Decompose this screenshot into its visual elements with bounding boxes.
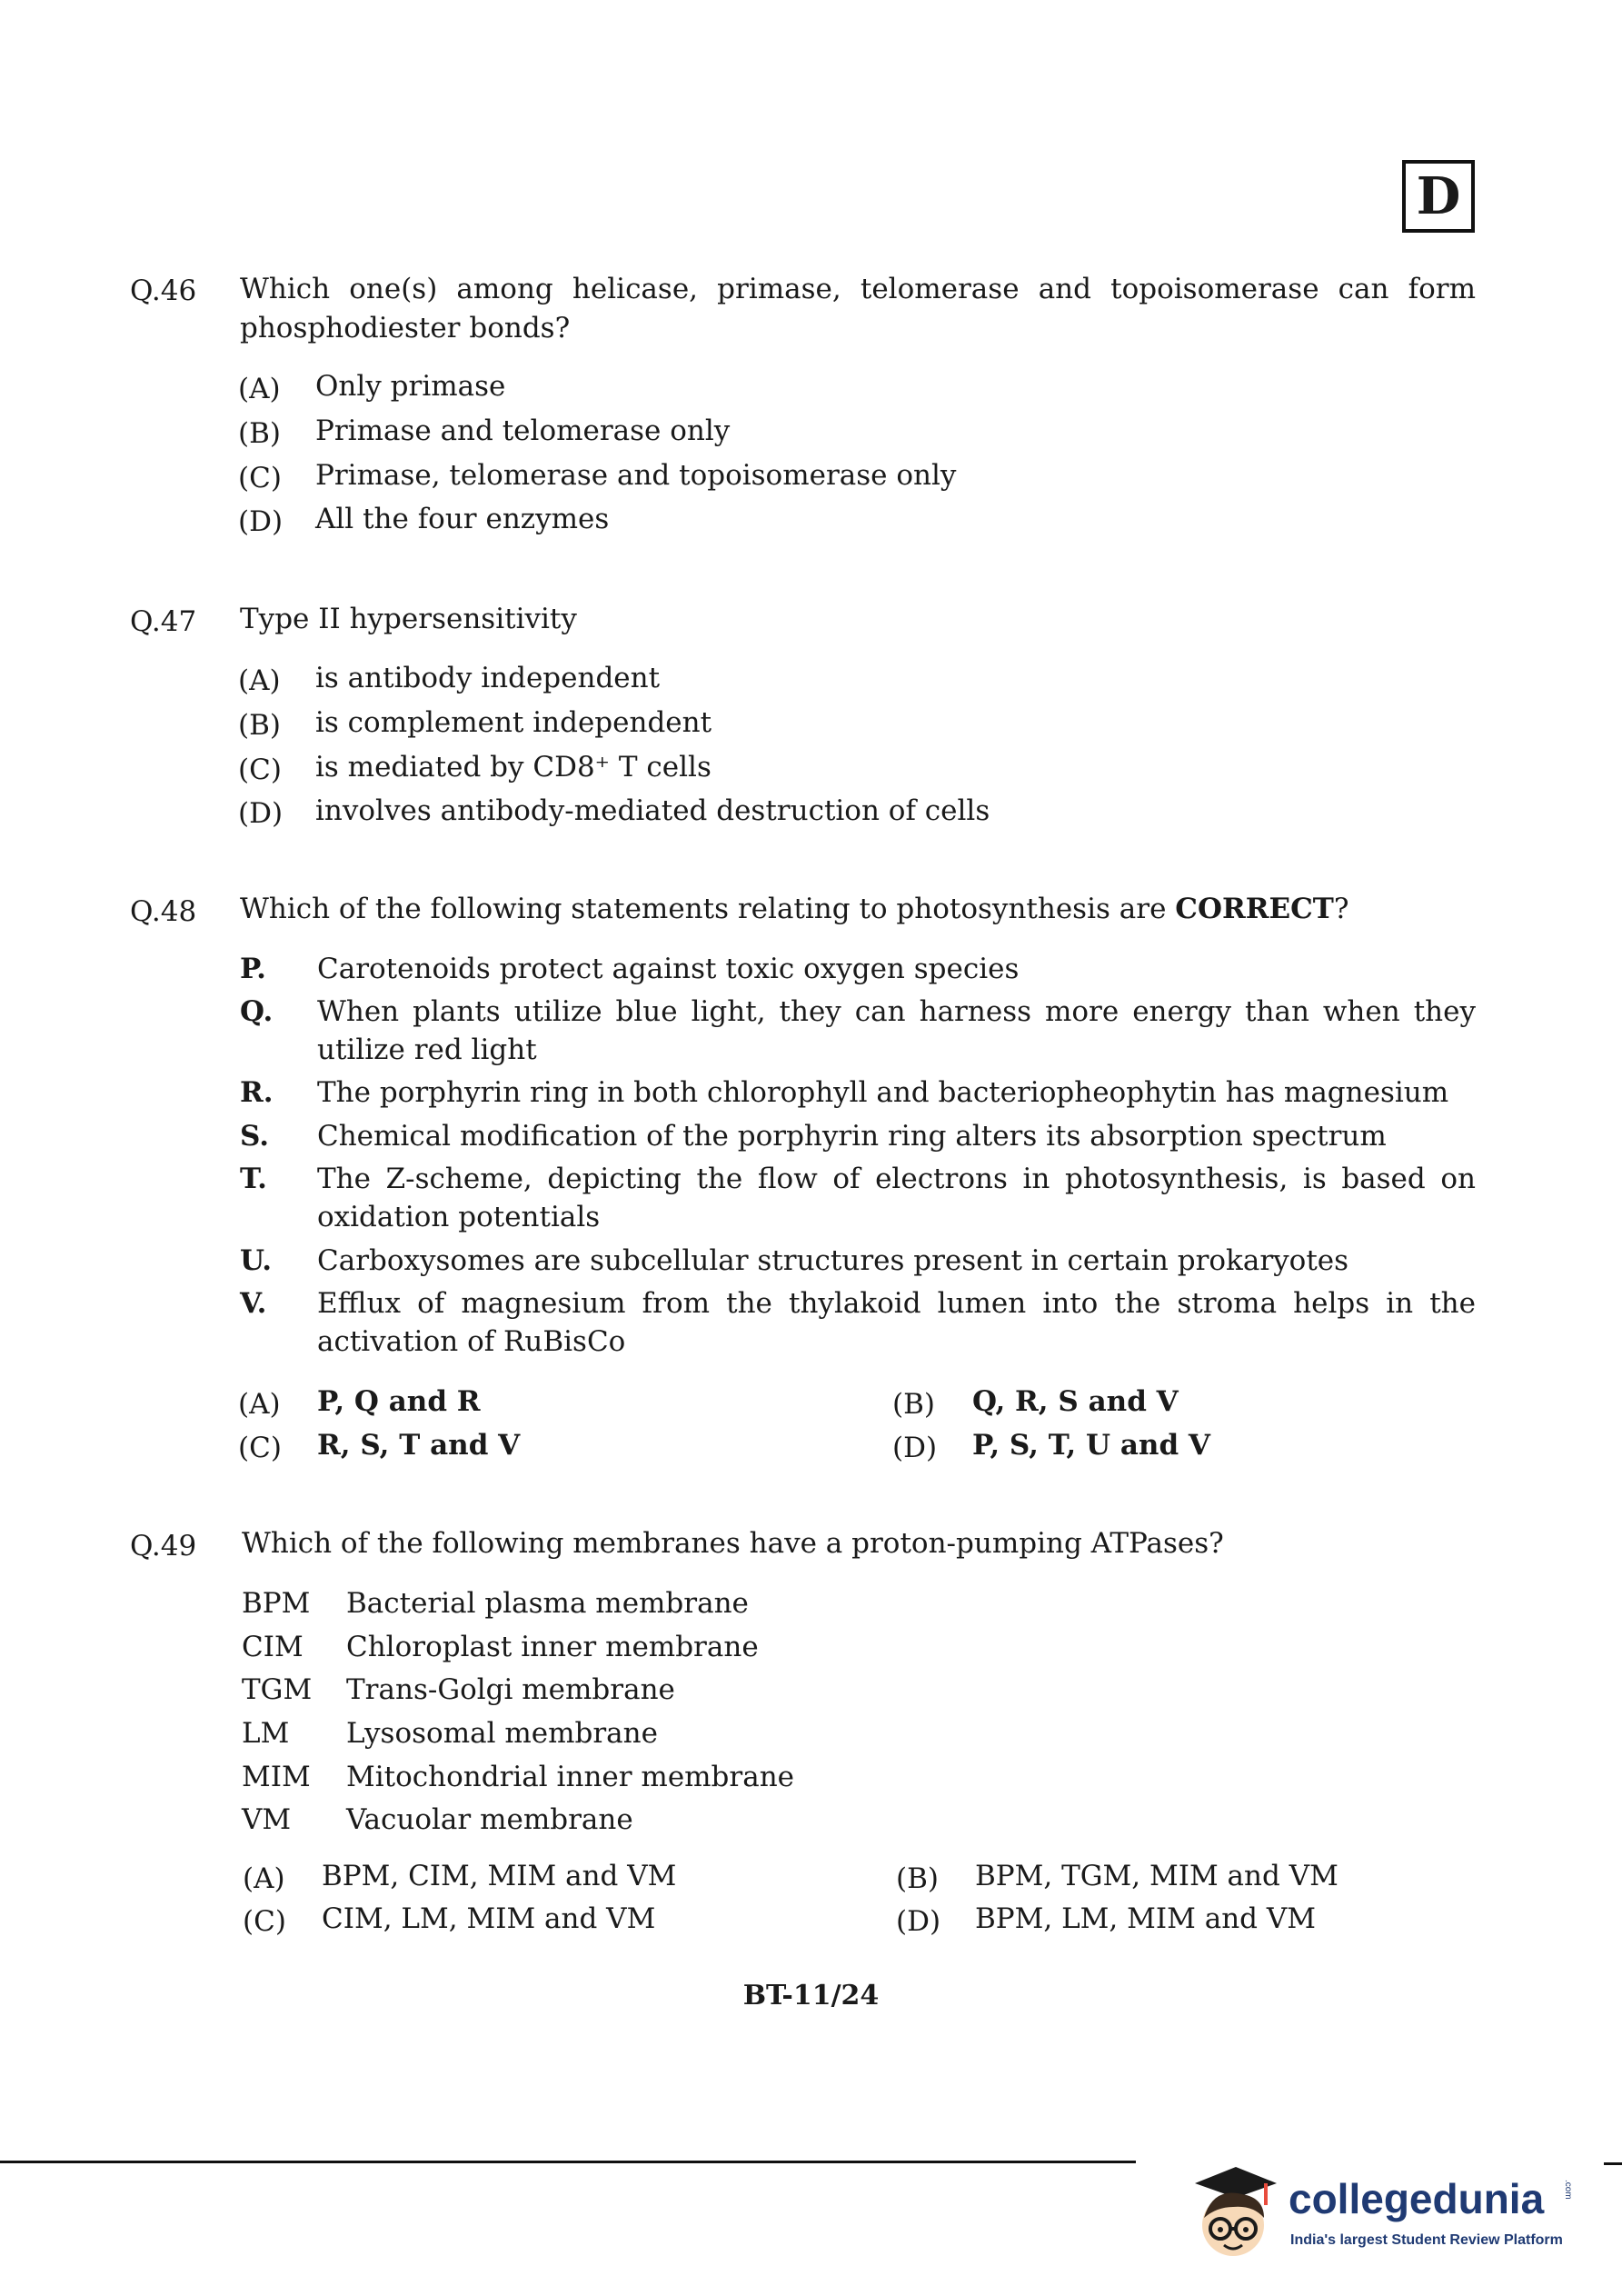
statement-label: U. xyxy=(240,1244,272,1277)
bottom-rule-right xyxy=(1604,2162,1622,2165)
membrane-abbr: BPM xyxy=(242,1587,311,1620)
question-set-badge: D xyxy=(1402,160,1475,233)
statement-label: V. xyxy=(240,1287,267,1320)
option-label: (D) xyxy=(892,1432,938,1464)
statement-label: P. xyxy=(240,953,266,985)
statement-t: The Z-scheme, depicting the flow of electrons in photosynthesis, is based on xyxy=(317,1163,1476,1195)
option-d: BPM, LM, MIM and VM xyxy=(975,1902,1316,1935)
option-a: is antibody independent xyxy=(315,662,661,694)
option-b: Q, R, S and V xyxy=(972,1385,1179,1418)
statement-r: The porphyrin ring in both chlorophyll and bacteriopheophytin has magnesium xyxy=(317,1076,1449,1109)
option-label: (A) xyxy=(238,1388,281,1421)
question-text-continued: phosphodiester bonds? xyxy=(240,312,571,344)
membrane-abbr: MIM xyxy=(242,1761,311,1793)
brand-tagline: India's largest Student Review Platform xyxy=(1290,2232,1563,2248)
membrane-name: Trans-Golgi membrane xyxy=(346,1673,675,1706)
statement-s: Chemical modification of the porphyrin ring alters its absorption spectrum xyxy=(317,1120,1387,1153)
option-label: (D) xyxy=(896,1905,941,1938)
option-label: (C) xyxy=(238,1432,282,1464)
option-c: R, S, T and V xyxy=(317,1429,521,1462)
question-number: Q.46 xyxy=(130,275,197,307)
option-a: P, Q and R xyxy=(317,1385,481,1418)
bottom-rule xyxy=(0,2161,1136,2163)
statement-label: T. xyxy=(240,1163,267,1195)
option-d: All the four enzymes xyxy=(315,503,610,535)
option-d: involves antibody-mediated destruction of cells xyxy=(315,794,990,827)
statement-t-continued: oxidation potentials xyxy=(317,1201,601,1233)
option-label: (A) xyxy=(238,373,281,405)
page-code: BT-11/24 xyxy=(742,1980,880,2011)
option-label: (B) xyxy=(238,709,281,742)
option-label: (B) xyxy=(238,417,281,450)
membrane-name: Lysosomal membrane xyxy=(346,1717,658,1750)
statement-v: Efflux of magnesium from the thylakoid lumen into the stroma helps in the xyxy=(317,1287,1476,1320)
membrane-name: Bacterial plasma membrane xyxy=(346,1587,749,1620)
question-text: Which of the following membranes have a proton-pumping ATPases? xyxy=(242,1527,1224,1560)
brand-wordmark: collegedunia xyxy=(1289,2175,1545,2222)
mascot-icon xyxy=(1186,2160,1286,2269)
option-label: (A) xyxy=(243,1862,285,1895)
statement-p: Carotenoids protect against toxic oxygen species xyxy=(317,953,1020,985)
option-label: (A) xyxy=(238,664,281,697)
statement-label: R. xyxy=(240,1076,274,1109)
option-label: (D) xyxy=(238,797,284,830)
question-number: Q.47 xyxy=(130,605,197,638)
membrane-name: Vacuolar membrane xyxy=(346,1803,633,1836)
question-text: Which one(s) among helicase, primase, telomerase and topoisomerase can form xyxy=(240,273,1476,305)
option-c: is mediated by CD8⁺ T cells xyxy=(315,751,711,784)
membrane-abbr: CIM xyxy=(242,1631,304,1663)
statement-q-continued: utilize red light xyxy=(317,1033,537,1066)
statement-u: Carboxysomes are subcellular structures present in certain prokaryotes xyxy=(317,1244,1349,1277)
statement-q: When plants utilize blue light, they can harness more energy than when they xyxy=(317,995,1476,1028)
statement-label: S. xyxy=(240,1120,270,1153)
option-label: (C) xyxy=(238,754,282,786)
question-text: Which of the following statements relating to photosynthesis are CORRECT? xyxy=(240,893,1349,925)
membrane-abbr: LM xyxy=(242,1717,290,1750)
membrane-abbr: VM xyxy=(242,1803,292,1836)
membrane-name: Chloroplast inner membrane xyxy=(346,1631,759,1663)
option-a: Only primase xyxy=(315,370,506,403)
option-b: is complement independent xyxy=(315,706,712,739)
option-label: (B) xyxy=(896,1862,939,1895)
option-b: Primase and telomerase only xyxy=(315,414,731,447)
option-label: (C) xyxy=(238,462,282,494)
option-label: (C) xyxy=(243,1905,286,1938)
membrane-abbr: TGM xyxy=(242,1673,313,1706)
question-number: Q.49 xyxy=(130,1530,197,1562)
option-label: (D) xyxy=(238,505,284,538)
option-b: BPM, TGM, MIM and VM xyxy=(975,1860,1338,1892)
membrane-name: Mitochondrial inner membrane xyxy=(346,1761,795,1793)
statement-label: Q. xyxy=(240,995,274,1028)
statement-v-continued: activation of RuBisCo xyxy=(317,1325,626,1358)
option-c: Primase, telomerase and topoisomerase only xyxy=(315,459,957,492)
brand-domain: .com xyxy=(1563,2180,1573,2200)
option-a: BPM, CIM, MIM and VM xyxy=(322,1860,677,1892)
option-c: CIM, LM, MIM and VM xyxy=(322,1902,656,1935)
question-text: Type II hypersensitivity xyxy=(240,603,577,635)
option-label: (B) xyxy=(892,1388,935,1421)
question-number: Q.48 xyxy=(130,895,197,928)
option-d: P, S, T, U and V xyxy=(972,1429,1210,1462)
